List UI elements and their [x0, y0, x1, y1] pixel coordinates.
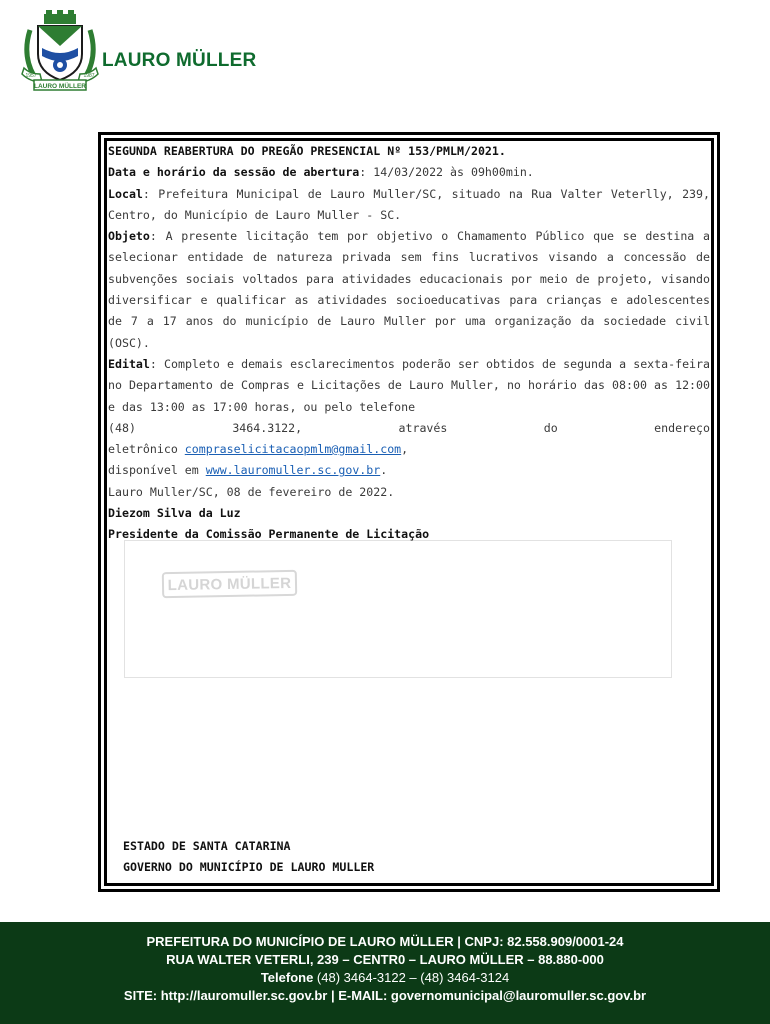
municipal-crest-icon: [20, 10, 100, 92]
phone-line: [108, 418, 710, 439]
email-prefix: eletrônico: [108, 442, 185, 457]
phone-part-3: através: [398, 420, 448, 435]
crest-banner-text: LAURO MÜLLER: [34, 83, 86, 90]
objeto-paragraph: [108, 226, 710, 354]
signatory-name: Diezom Silva da Luz: [108, 506, 241, 521]
email-suffix: ,: [401, 442, 409, 457]
state-line-1: ESTADO DE SANTA CATARINA: [123, 839, 291, 853]
edital-value: : Completo e demais esclarecimentos poderão ser obtidos de segunda a sexta-feira no Departamento de Compras e Licitações de Lauro Muller, no horário das 08:00 as 12:00 e das 13:00 as 17:00 horas, ou pelo telefone: [108, 356, 710, 414]
local-value: : Prefeitura Municipal de Lauro Muller/SC, situado na Rua Valter Veterlly, 239, Centro, do Município de Lauro Muller - SC.: [108, 186, 710, 222]
local-label: Local: [108, 186, 143, 201]
objeto-value: : A presente licitação tem por objetivo o Chamamento Público que se destina a selecionar entidade de natureza privada sem fins lucrativos visando a concessão de subvenções sociais voltados para atividades educacionais por meio de projeto, visando diversificar e qualificar as atividades socioeducativas para crianças e adolescentes de 7 a 17 anos do município de Lauro Muller por uma organização da sociedade civil (OSC).: [108, 229, 710, 350]
notice-heading: SEGUNDA REABERTURA DO PREGÃO PRESENCIAL Nº 153/PMLM/2021.: [108, 144, 506, 158]
session-value: : 14/03/2022 às 09h00min.: [359, 165, 534, 180]
brand-name: LAURO MÜLLER: [102, 50, 257, 71]
site-line: [108, 460, 710, 481]
email-link[interactable]: compraselicitacaopmlm@gmail.com: [184, 442, 402, 457]
email-line: [108, 439, 710, 460]
session-label: Data e horário da sessão de abertura: [108, 165, 360, 180]
session-line: [108, 162, 710, 183]
state-line-2: GOVERNO DO MUNICÍPIO DE LAURO MULLER: [123, 860, 375, 875]
footer-line-2: RUA WALTER VETERLI, 239 – CENTR0 – LAURO MÜLLER – 88.880-000: [166, 952, 604, 967]
notice-body: [108, 141, 710, 546]
state-block: [123, 836, 374, 879]
seal-watermark-box: [124, 540, 672, 678]
site-link[interactable]: www.lauromuller.sc.gov.br: [205, 463, 381, 478]
phone-part-4: do: [543, 420, 558, 435]
local-paragraph: [108, 184, 710, 227]
phone-part-2: 3464.3122,: [232, 420, 303, 435]
footer-phone-label: Telefone: [260, 970, 314, 985]
phone-part-5: endereço: [654, 420, 710, 435]
site-prefix: disponível em: [108, 463, 206, 478]
objeto-label: Objeto: [108, 229, 150, 244]
crest-right-year: 1987: [83, 73, 95, 79]
footer-line-4: SITE: http://lauromuller.sc.gov.br | E-MAIL: governomunicipal@lauromuller.sc.gov.br: [123, 988, 647, 1003]
footer: [0, 922, 770, 1024]
footer-line-3: [0, 969, 770, 987]
edital-paragraph: [108, 354, 710, 418]
date-line: Lauro Muller/SC, 08 de fevereiro de 2022.: [108, 484, 395, 499]
header-logo: [20, 10, 257, 92]
crest-left-year: 1957: [25, 73, 37, 79]
phone-part-1: (48): [108, 420, 136, 435]
footer-phone-value: (48) 3464-3122 – (48) 3464-3124: [313, 970, 510, 985]
footer-line-1: PREFEITURA DO MUNICÍPIO DE LAURO MÜLLER | CNPJ: 82.558.909/0001-24: [146, 934, 624, 949]
seal-watermark-text: LAURO MÜLLER: [162, 570, 297, 598]
signatory-role: Presidente da Comissão Permanente de Licitação: [108, 527, 430, 542]
site-suffix: .: [380, 463, 388, 478]
edital-label: Edital: [108, 356, 150, 371]
